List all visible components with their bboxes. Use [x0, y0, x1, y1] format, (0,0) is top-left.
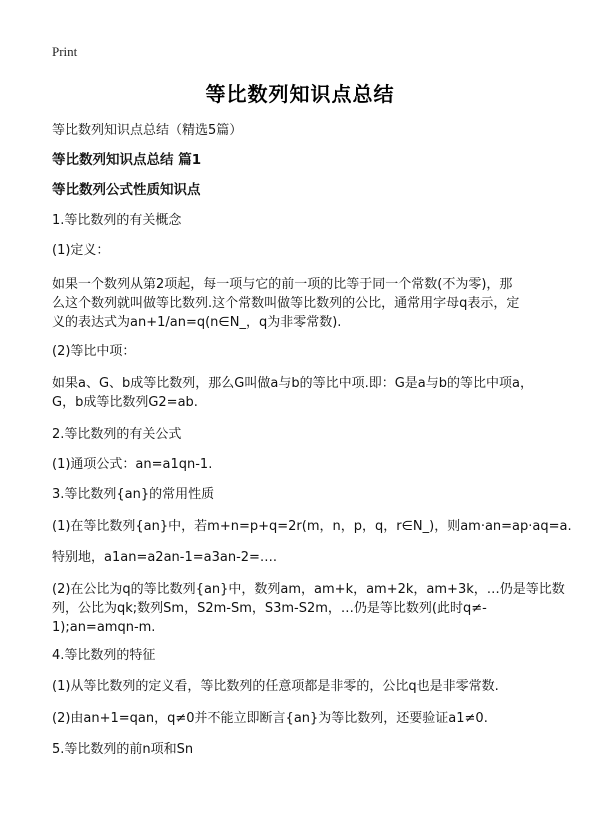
geometric-mean-line: 如果a、G、b成等比数列，那么G叫做a与b的等比中项.即：G是a与b的等比中项a，: [52, 376, 533, 391]
geometric-mean-line: G，b成等比数列G2=ab.: [52, 395, 198, 410]
paragraph-concept: 1.等比数列的有关概念: [52, 213, 182, 228]
print-label: Print: [52, 44, 78, 59]
paragraph-geometric-mean-label: (2)等比中项：: [52, 344, 136, 359]
sub-heading: 等比数列公式性质知识点: [52, 182, 201, 198]
paragraph-definition: [52, 275, 552, 332]
paragraph-definition-label: (1)定义：: [52, 243, 110, 258]
definition-line: 如果一个数列从第2项起，每一项与它的前一项的比等于同一个常数(不为零)，那: [52, 277, 513, 292]
document-subtitle: 等比数列知识点总结（精选5篇）: [52, 123, 243, 138]
section-heading: 等比数列知识点总结 篇1: [52, 152, 202, 168]
paragraph-general-term: (1)通项公式：an=a1qn-1.: [52, 457, 213, 472]
paragraph-features: 4.等比数列的特征: [52, 648, 156, 663]
definition-line: 义的表达式为an+1/an=q(n∈N_，q为非零常数).: [52, 315, 342, 330]
paragraph-geometric-mean: [52, 374, 552, 412]
property-2-line: 1);an=amqn-m.: [52, 620, 156, 635]
page-title: 等比数列知识点总结: [205, 82, 395, 106]
paragraph-properties: 3.等比数列{an}的常用性质: [52, 487, 215, 502]
property-2-line: 列，公比为qk;数列Sm，S2m-Sm，S3m-S2m，…仍是等比数列(此时q≠-: [52, 601, 487, 616]
paragraph-feature-2: (2)由an+1=qan，q≠0并不能立即断言{an}为等比数列，还要验证a1≠0.: [52, 711, 488, 726]
paragraph-special-case: 特别地，a1an=a2an-1=a3an-2=….: [52, 550, 278, 565]
paragraph-partial-sum: 5.等比数列的前n项和Sn: [52, 742, 194, 757]
property-2-line: (2)在公比为q的等比数列{an}中，数列am，am+k，am+2k，am+3k，…仍是等比数: [52, 582, 565, 597]
paragraph-property-1: (1)在等比数列{an}中，若m+n=p+q=2r(m，n，p，q，r∈N_)，则am·an=ap·aq=a.: [52, 519, 572, 534]
definition-line: 么这个数列就叫做等比数列.这个常数叫做等比数列的公比，通常用字母q表示，定: [52, 296, 520, 311]
paragraph-formulas: 2.等比数列的有关公式: [52, 427, 182, 442]
paragraph-property-2: [52, 580, 565, 637]
paragraph-feature-1: (1)从等比数列的定义看，等比数列的任意项都是非零的，公比q也是非零常数.: [52, 679, 499, 694]
